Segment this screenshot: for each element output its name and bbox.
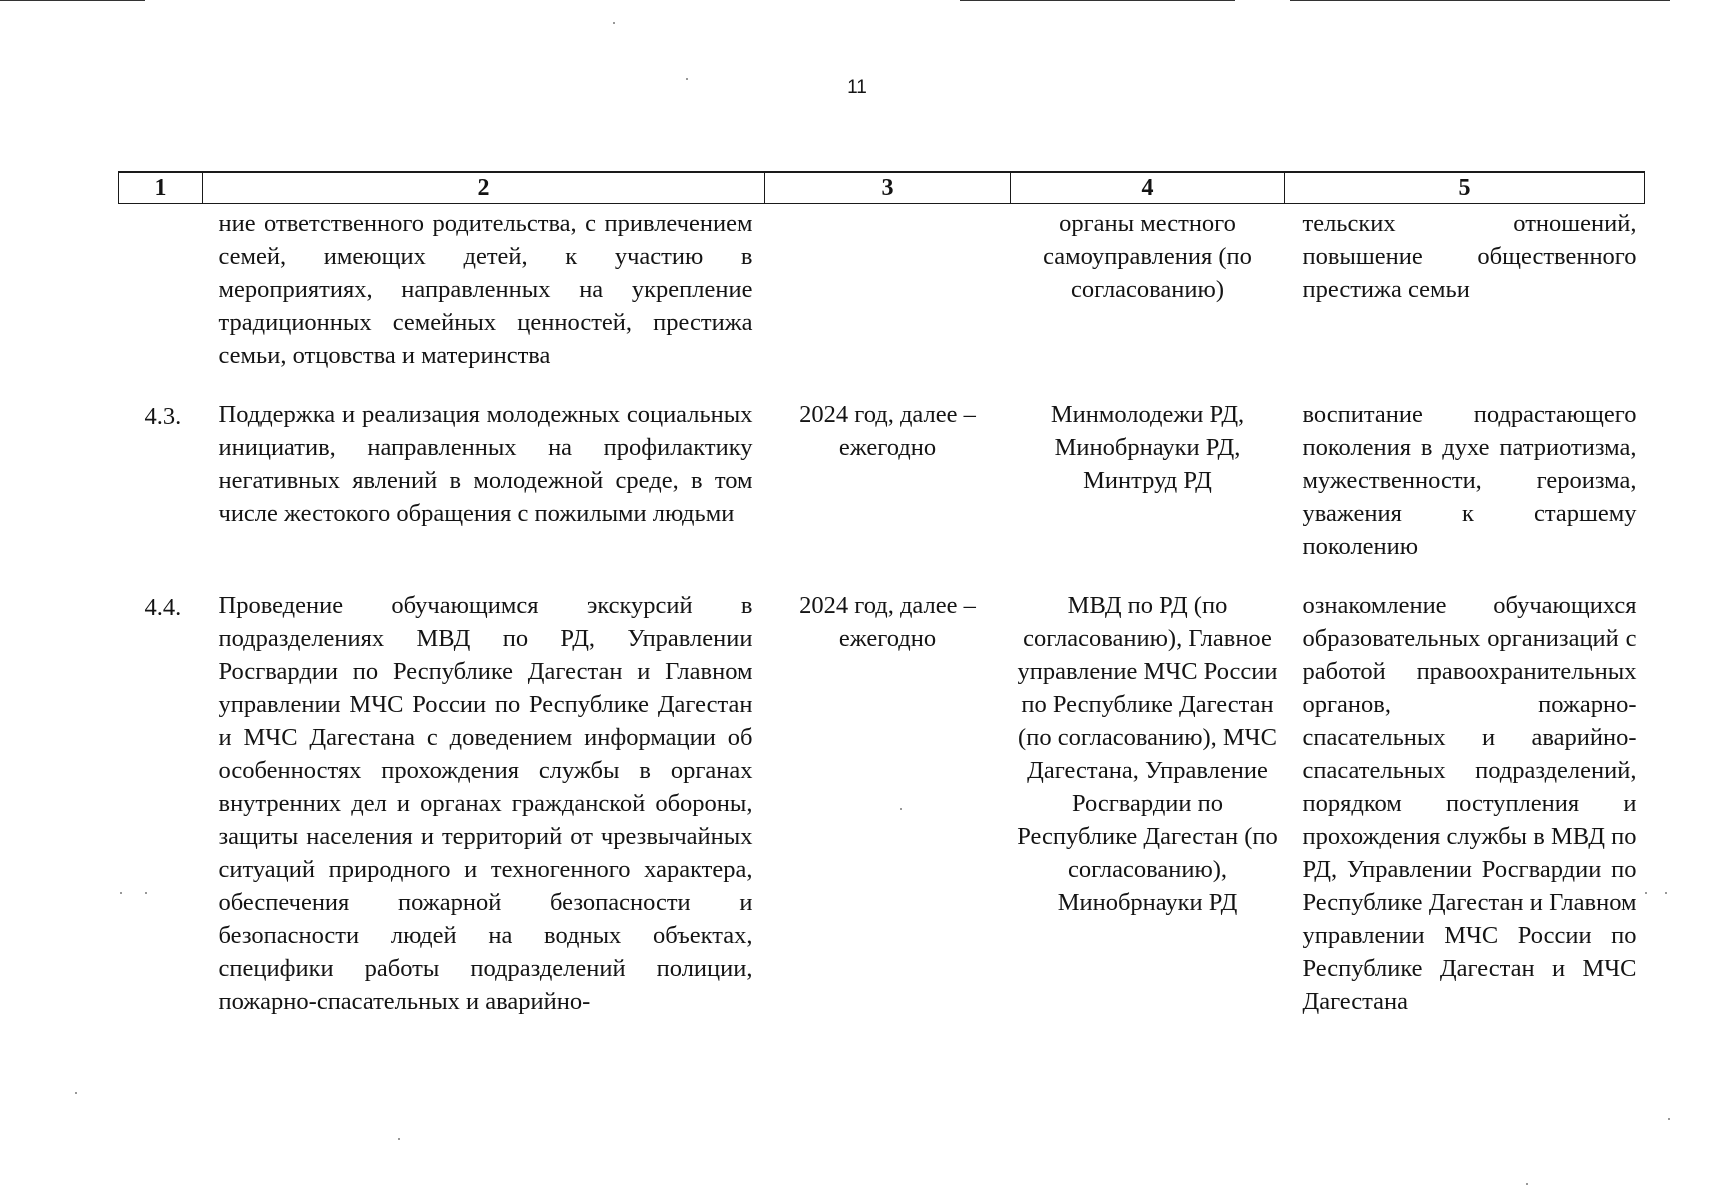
row-description-cell: Поддержка и реализация молодежных социальных инициатив, направленных на профилактику негативных явлений в молодежной среде, в том числе жестокого обращения с пожилыми людьми	[218, 401, 753, 527]
row-number-cell	[119, 204, 203, 373]
row-description-cell: Проведение обучающимся экскурсий в подразделениях МВД по РД, Управлении Росгвардии по Республике Дагестан и Главном управлении МЧС России по Республике Дагестан и МЧС Дагестана с доведением информации об особенностях прохождения службы в органах внутренних дел и органах гражданской обороны, защиты населения и территорий от чрезвычайных ситуаций природного и техногенного характера, обеспечения пожарной безопасности и безопасности людей на водных объектах, специфики работы подразделений полиции, пожарно-спасательных и аварийно-	[218, 592, 753, 1015]
row-result-cell: тельских отношений, повышение общественного престижа семьи	[1302, 210, 1637, 303]
scan-speck	[1668, 1118, 1670, 1120]
column-header-result: 5	[1285, 172, 1645, 204]
scan-speck	[1526, 1183, 1528, 1185]
measures-table-container	[118, 171, 1644, 1018]
row-spacer	[119, 372, 1645, 398]
page-number: 11	[847, 77, 867, 98]
row-spacer	[119, 563, 1645, 589]
scan-speck	[1665, 892, 1667, 894]
column-header-responsible: 4	[1011, 172, 1285, 204]
row-result-cell: воспитание подрастающего поколения в духе патриотизма, мужественности, героизма, уважения к старшему поколению	[1302, 401, 1637, 560]
scan-speck	[120, 892, 122, 894]
scan-speck	[398, 1138, 400, 1140]
column-header-description: 2	[203, 172, 765, 204]
row-term-cell: 2024 год, далее – ежегодно	[799, 401, 976, 461]
column-header-term: 3	[765, 172, 1011, 204]
table-header-row	[119, 172, 1645, 204]
column-header-number: 1	[119, 172, 203, 204]
scan-edge-line	[960, 0, 1235, 1]
scan-edge-line	[0, 0, 145, 1]
row-result-cell: ознакомление обучающихся образовательных организаций с работой правоохранительных органов, пожарно-спасательных и аварийно-спасательных подразделений, порядком поступления и прохождения службы в МВД по РД, Управлении Росгвардии по Республике Дагестан и Главном управлении МЧС России по Республике Дагестан и МЧС Дагестана	[1302, 592, 1637, 1015]
row-number-cell: 4.4.	[144, 594, 182, 621]
scan-speck	[686, 78, 688, 80]
row-responsible-cell: Минмолодежи РД, Минобрнауки РД, Минтруд РД	[1050, 401, 1245, 494]
measures-table	[118, 171, 1645, 1018]
scan-speck	[613, 22, 615, 24]
row-number-cell: 4.3.	[144, 403, 182, 430]
scan-edge-line	[1290, 0, 1670, 1]
scan-speck	[1645, 892, 1647, 894]
scan-speck	[900, 808, 902, 810]
row-responsible-cell: органы местного самоуправления (по согласованию)	[1043, 210, 1252, 303]
scan-speck	[75, 1092, 77, 1094]
table-row	[119, 204, 1645, 373]
table-row	[119, 589, 1645, 1018]
table-row	[119, 398, 1645, 563]
row-term-cell	[765, 204, 1011, 373]
row-description-cell: ние ответственного родительства, с привлечением семей, имеющих детей, к участию в мероприятиях, направленных на укрепление традиционных семейных ценностей, престижа семьи, отцовства и материнства	[218, 210, 753, 369]
scan-speck	[145, 892, 147, 894]
row-responsible-cell: МВД по РД (по согласованию), Главное управление МЧС России по Республике Дагестан (по согласованию), МЧС Дагестана, Управление Росгвардии по Республике Дагестан (по согласованию), Минобрнауки РД	[1017, 592, 1278, 916]
row-term-cell: 2024 год, далее – ежегодно	[799, 592, 976, 652]
